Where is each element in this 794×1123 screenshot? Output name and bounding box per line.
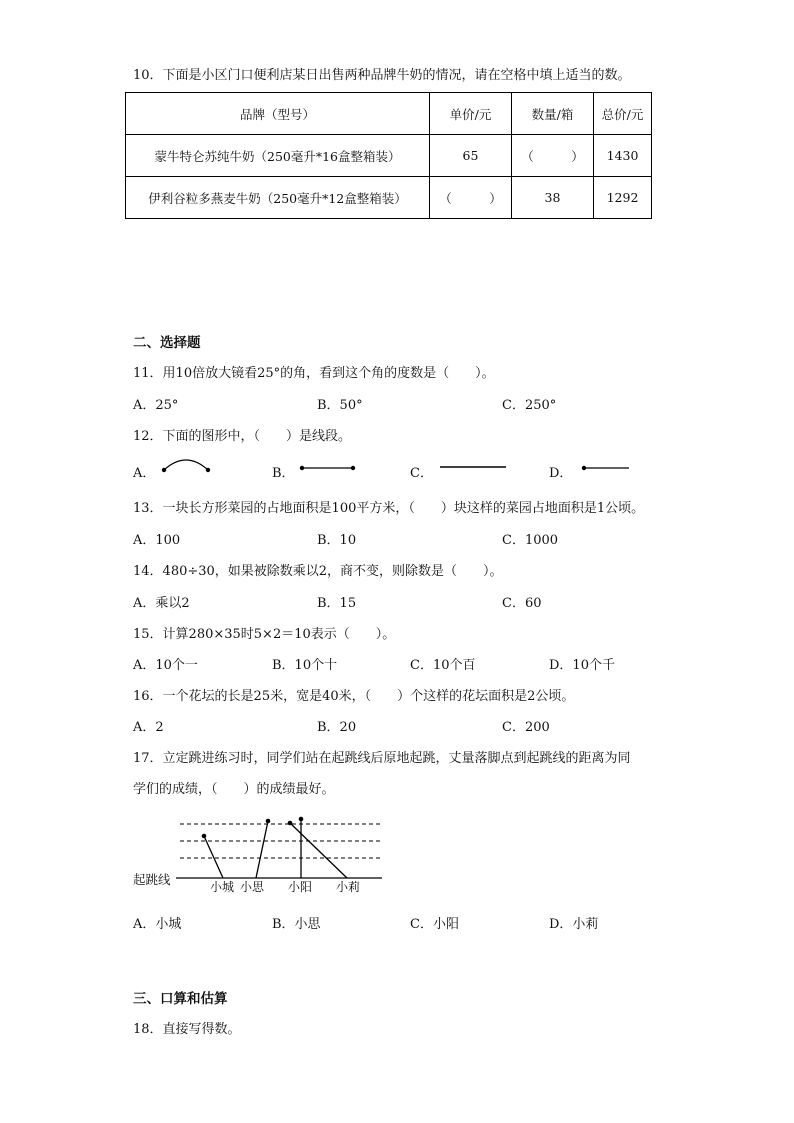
row2-brand: 伊利谷粒多燕麦牛奶（250毫升*12盒整箱装）	[126, 177, 430, 219]
table-row	[126, 177, 652, 219]
row1-brand: 蒙牛特仑苏纯牛奶（250毫升*16盒整箱装）	[126, 135, 430, 177]
q12-figure-a-arc	[160, 455, 220, 477]
question-13-text: 13．一块长方形菜园的占地面积是100平方米，（ ）块这样的菜园占地面积是1公顷。	[133, 501, 645, 516]
q14-option-b[interactable]: B．15	[317, 596, 357, 611]
question-17-text-line1: 17．立定跳进练习时，同学们站在起跳线后原地起跳，丈量落脚点到起跳线的距离为同	[133, 751, 631, 766]
row1-quantity-blank[interactable]: （ ）	[512, 135, 594, 177]
q12-figure-b-segment	[298, 460, 360, 474]
q11-option-b[interactable]: B．50°	[317, 398, 363, 413]
q15-option-b[interactable]: B．10个十	[272, 658, 338, 673]
question-10-text: 10．下面是小区门口便利店某日出售两种品牌牛奶的情况，请在空格中填上适当的数。	[133, 68, 631, 83]
question-15-text: 15．计算280×35时5×2＝10表示（ ）。	[133, 627, 396, 642]
name-xiaoli: 小莉	[336, 880, 361, 894]
jump-xiaosi	[256, 821, 268, 878]
row1-price: 65	[430, 135, 512, 177]
q17-option-a[interactable]: A．小城	[133, 917, 182, 932]
q16-option-a[interactable]: A．2	[133, 720, 164, 735]
header-unit-price: 单价/元	[430, 93, 512, 135]
q17-option-b[interactable]: B．小思	[272, 917, 321, 932]
row2-total: 1292	[594, 177, 652, 219]
header-brand: 品牌（型号）	[126, 93, 430, 135]
row1-total: 1430	[594, 135, 652, 177]
q13-option-c[interactable]: C．1000	[502, 533, 559, 548]
q14-option-a[interactable]: A．乘以2	[133, 596, 190, 611]
q17-option-d[interactable]: D．小莉	[549, 917, 599, 932]
row2-quantity: 38	[512, 177, 594, 219]
header-total: 总价/元	[594, 93, 652, 135]
q16-option-b[interactable]: B．20	[317, 720, 357, 735]
q12-figure-c-line	[440, 460, 510, 474]
q12-figure-d-ray	[580, 460, 632, 474]
table-row	[126, 135, 652, 177]
question-17-text-line2: 学们的成绩，（ ）的成绩最好。	[133, 782, 335, 797]
q12-option-a[interactable]: A．	[133, 466, 156, 481]
q11-option-a[interactable]: A．25°	[133, 398, 179, 413]
q14-option-c[interactable]: C．60	[502, 596, 542, 611]
q15-option-a[interactable]: A．10个一	[133, 658, 198, 673]
row2-price-blank[interactable]: （ ）	[430, 177, 512, 219]
q16-option-c[interactable]: C．200	[502, 720, 550, 735]
question-12-text: 12．下面的图形中，（ ）是线段。	[133, 429, 352, 444]
question-16-text: 16．一个花坛的长是25米，宽是40米，（ ）个这样的花坛面积是2公顷。	[133, 689, 575, 704]
section-title-choice: 二、选择题	[133, 335, 201, 351]
milk-sales-table	[125, 92, 652, 219]
q17-option-c[interactable]: C．小阳	[410, 917, 459, 932]
q11-option-c[interactable]: C．250°	[502, 398, 557, 413]
jump-xiaoli	[290, 823, 347, 878]
q12-option-b[interactable]: B．	[272, 466, 295, 481]
q15-option-d[interactable]: D．10个千	[549, 658, 615, 673]
start-line-label: 起跳线	[133, 872, 171, 887]
question-18-text: 18．直接写得数。	[133, 1022, 241, 1037]
q13-option-b[interactable]: B．10	[317, 533, 357, 548]
question-14-text: 14．480÷30，如果被除数乘以2，商不变，则除数是（ ）。	[133, 564, 503, 579]
name-xiaoyang: 小阳	[288, 880, 313, 894]
table-header-row	[126, 93, 652, 135]
header-quantity: 数量/箱	[512, 93, 594, 135]
q12-option-c[interactable]: C．	[410, 466, 433, 481]
question-11-text: 11．用10倍放大镜看25°的角，看到这个角的度数是（ ）。	[133, 366, 495, 381]
q13-option-a[interactable]: A．100	[133, 533, 181, 548]
name-xiaosi: 小思	[240, 880, 265, 894]
name-xiaocheng: 小城	[210, 880, 235, 894]
section-title-mental-math: 三、口算和估算	[133, 991, 228, 1007]
jump-xiaocheng	[204, 836, 223, 878]
q12-option-d[interactable]: D．	[549, 466, 573, 481]
q15-option-c[interactable]: C．10个百	[410, 658, 476, 673]
